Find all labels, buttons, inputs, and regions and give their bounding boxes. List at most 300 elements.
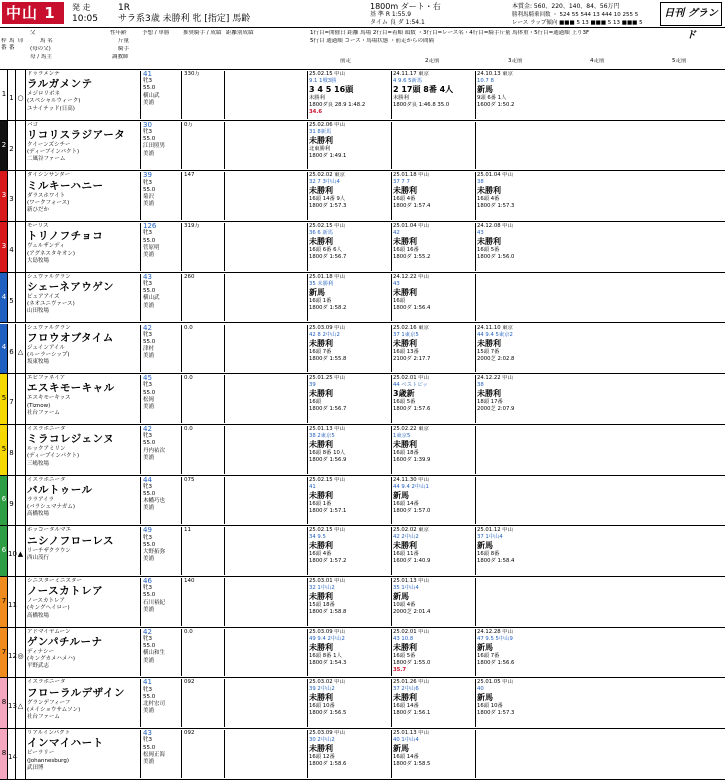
- past-race-cell[interactable]: [475, 172, 558, 220]
- past-race-cell[interactable]: [391, 122, 474, 170]
- col-waku: 枠番: [1, 38, 7, 51]
- past-race-line: 25.01.13 中山: [393, 730, 429, 737]
- waku-cell: [0, 222, 8, 272]
- past-race-line: 16頭 8番 1人: [309, 652, 342, 659]
- odds-block: [140, 172, 180, 220]
- odds-value: 45: [143, 375, 152, 383]
- past-race-line: 未勝利: [309, 389, 333, 399]
- trainer-area: 美浦: [143, 404, 155, 410]
- past-race-cell[interactable]: [307, 71, 390, 119]
- past-race-cell[interactable]: [307, 527, 390, 575]
- father-name: エピファネイア: [27, 375, 66, 382]
- jockey-name: 松岡: [143, 396, 155, 403]
- past-race-line: 34.6: [309, 109, 323, 115]
- jockey-name: 丹内祐次: [143, 447, 166, 454]
- newspaper-logo: 日刊 グランド: [660, 2, 722, 26]
- past-race-cell[interactable]: [475, 122, 558, 170]
- odds-value: 41: [143, 71, 152, 78]
- col-owner: 母 / 馬主: [30, 54, 52, 60]
- odds-value: 42: [143, 425, 152, 433]
- past-race-line: 1800ダ 1:56.1: [393, 710, 431, 717]
- horse-name[interactable]: フローラルデザイン: [27, 686, 125, 699]
- past-race-line: 25.02.02 東京: [309, 172, 345, 179]
- past-race-line: 2000芝 2:02.8: [477, 355, 515, 362]
- waku-number: 7: [1, 647, 7, 656]
- past-race-cell[interactable]: [475, 426, 558, 474]
- past-race-line: 25.03.01 中山: [309, 578, 345, 584]
- prediction-mark: [16, 222, 26, 272]
- hasso-label: 発 走: [72, 3, 91, 12]
- past-race-line: 35 1中山4: [393, 585, 419, 591]
- odds-block: [140, 122, 180, 170]
- past-race-cell[interactable]: [307, 223, 390, 271]
- father-name: シュヴァルグラン: [27, 273, 71, 280]
- track-record-block: [181, 679, 223, 727]
- horse-row[interactable]: [0, 273, 725, 324]
- past-race-line: 24.12.08 中山: [477, 223, 513, 230]
- odds-value: 30: [143, 121, 152, 129]
- past-race-cell[interactable]: [307, 629, 390, 677]
- past-race-cell[interactable]: [391, 223, 474, 271]
- col-prev5: 5走前: [672, 58, 687, 64]
- past-race-line: 未勝利: [477, 338, 501, 348]
- horse-name[interactable]: ミルキーハニー: [27, 179, 104, 192]
- horse-name[interactable]: シェーネアウゲン: [27, 281, 115, 293]
- prize-money: 319万: [184, 223, 200, 230]
- past-race-line: 25.02.06 中山: [309, 121, 345, 128]
- col-jockey: 騎手: [118, 46, 130, 52]
- prediction-mark: [16, 577, 26, 627]
- father-name: モーリス: [27, 223, 49, 230]
- distance-record-block: [224, 527, 306, 575]
- past-race-line: 未勝利: [309, 693, 333, 703]
- carry-weight: 55.0: [143, 693, 156, 700]
- past-race-cell[interactable]: [391, 426, 474, 474]
- horse-row[interactable]: [0, 729, 725, 780]
- odds-value: 46: [143, 578, 152, 585]
- past-race-cell[interactable]: [475, 527, 558, 575]
- carry-weight: 55.0: [143, 592, 156, 599]
- odds-block: [140, 325, 180, 373]
- owner-name: 社台ファーム: [27, 409, 60, 416]
- distance-record-block: [224, 325, 306, 373]
- past-race-line: 16頭 10番: [477, 703, 503, 710]
- past-race-cell[interactable]: [307, 477, 390, 525]
- horse-row[interactable]: [0, 171, 725, 222]
- odds-value: 42: [143, 628, 152, 636]
- past-race-line: 1800ダ 1:58.6: [309, 761, 347, 768]
- past-race-cell[interactable]: [307, 325, 390, 373]
- horse-name[interactable]: ゲンパチルーナ: [27, 635, 103, 648]
- odds-block: [140, 274, 180, 322]
- pedigree-block: [27, 375, 139, 423]
- past-race-line: 25.01.18 中山: [309, 273, 345, 280]
- owner-name: 大島牧場: [27, 257, 50, 264]
- sex-age: 牝3: [143, 686, 152, 693]
- distance-record-block: [224, 172, 306, 220]
- past-race-line: 16頭 14番: [393, 703, 419, 710]
- sex-age: 牝3: [143, 585, 152, 592]
- trainer-area: 美浦: [143, 150, 155, 157]
- horse-name[interactable]: バルトゥール: [27, 483, 93, 496]
- owner-name: 坂東牧場: [27, 359, 50, 366]
- sex-age: 牝3: [143, 433, 152, 440]
- past-race-line: 16頭 4番: [393, 196, 416, 203]
- past-race-line: 16頭 14番 9人: [309, 196, 346, 203]
- carry-weight: 55.0: [143, 85, 156, 92]
- horse-row[interactable]: [0, 324, 725, 375]
- mother-name: ジェインアイル: [27, 344, 65, 351]
- past-race-cell[interactable]: [391, 71, 474, 119]
- waku-cell: [0, 121, 8, 171]
- past-race-cell[interactable]: [475, 223, 558, 271]
- past-race-cell[interactable]: [475, 477, 558, 525]
- prediction-mark: ◎: [16, 628, 26, 678]
- horse-number: 2: [8, 121, 16, 171]
- odds-block: [140, 679, 180, 727]
- waku-number: 6: [1, 546, 7, 555]
- past-race-line: 16頭 6番 6人: [309, 247, 342, 254]
- past-race-cell[interactable]: [391, 375, 474, 423]
- pedigree-block: [27, 426, 139, 474]
- jockey-name: 松岡正海: [143, 751, 166, 758]
- prize-money: 330万: [184, 71, 200, 77]
- past-race-cell[interactable]: [391, 730, 474, 778]
- past-race-line: 未勝利: [309, 592, 333, 601]
- prize-money: 140: [184, 578, 195, 584]
- past-race-cell[interactable]: [391, 527, 474, 575]
- past-race-line: 未勝利: [309, 186, 333, 196]
- odds-value: 43: [143, 273, 152, 281]
- waku-number: 3: [1, 241, 7, 250]
- prize-money: 0万: [184, 121, 193, 128]
- past-race-line: 1800ダ 1:57.4: [393, 203, 431, 210]
- col-prev4: 4走前: [590, 58, 605, 64]
- past-race-line: 新馬: [477, 541, 493, 551]
- father-name: アドマイヤムーン: [27, 628, 71, 635]
- past-race-cell[interactable]: [475, 375, 558, 423]
- horse-number: 11: [8, 577, 16, 627]
- past-race-cell[interactable]: [307, 578, 390, 626]
- horse-row[interactable]: [0, 476, 725, 527]
- mother-name: メジロリボネ: [27, 91, 61, 98]
- track-record-block: [181, 172, 223, 220]
- past-race-cell[interactable]: [391, 578, 474, 626]
- prediction-mark: ○: [16, 70, 26, 120]
- col-notes-1: 1行目=開催日 距離 馬場 2行目=着順 頭数 ・3行目=レース名・4行目=騎手斤量 馬体重・5行目=通過順 上り3F: [310, 30, 590, 36]
- trainer-area: 美浦: [143, 505, 155, 512]
- past-race-cell[interactable]: [475, 679, 558, 727]
- horse-row[interactable]: [0, 121, 725, 172]
- past-race-cell[interactable]: [307, 274, 390, 322]
- col-prev1: 前走: [340, 58, 352, 64]
- past-race-cell[interactable]: [307, 172, 390, 220]
- father-name: シニスターミニスター: [27, 578, 83, 584]
- past-race-line: 37 1東京5: [393, 331, 419, 338]
- odds-block: [140, 477, 180, 525]
- past-race-line: 16頭 1番: [309, 297, 332, 304]
- past-race-line: 未勝利: [477, 389, 501, 399]
- race-number: 1R: [118, 3, 130, 13]
- prize-money: 092: [184, 730, 195, 737]
- past-race-cell[interactable]: [391, 629, 474, 677]
- horse-row[interactable]: [0, 70, 725, 121]
- past-race-cell[interactable]: [307, 375, 390, 423]
- horse-name[interactable]: エスキモーキャル: [27, 382, 115, 395]
- past-race-line: 16頭 16番: [393, 247, 419, 254]
- past-race-line: 32 7 3中山4: [309, 179, 340, 186]
- prize-money: 0.0: [184, 628, 193, 635]
- col-prev3: 3走前: [508, 58, 523, 64]
- horse-row[interactable]: [0, 678, 725, 729]
- odds-value: 39: [143, 172, 152, 180]
- past-race-line: 47 9.5 5中山9: [477, 635, 513, 642]
- past-race-line: 24.12.22 中山: [477, 375, 513, 382]
- col-umaban: 馬番: [9, 38, 15, 51]
- past-race-line: 9頭 6番 1人: [477, 95, 507, 101]
- father-name: イスラボニータ: [27, 425, 66, 432]
- past-race-line: 3歳新: [393, 389, 415, 399]
- prediction-mark: [16, 729, 26, 779]
- track-record-block: [181, 730, 223, 778]
- distance-record-block: [224, 629, 306, 677]
- horse-number: 8: [8, 425, 16, 475]
- col-odds: 予想 / 単勝: [142, 30, 170, 36]
- horse-row[interactable]: [0, 628, 725, 679]
- past-race-line: 16頭: [393, 297, 406, 304]
- pedigree-block: [27, 223, 139, 271]
- past-race-line: 32 1中山2: [309, 585, 335, 591]
- waku-cell: [0, 678, 8, 728]
- past-race-cell[interactable]: [307, 426, 390, 474]
- mother-name: ヴェルザンディ: [27, 243, 65, 250]
- owner-name: 武田博: [27, 764, 44, 771]
- trainer-area: 美浦: [143, 201, 155, 208]
- odds-value: 42: [143, 324, 152, 332]
- past-race-line: 1600ダ 1:40.9: [393, 558, 431, 565]
- past-race-line: 1800ダ 1:57.6: [393, 406, 431, 413]
- past-race-line: 1800ダ 1:54.3: [309, 659, 347, 666]
- past-race-line: 25.01.26 中山: [393, 679, 429, 686]
- past-race-line: 未勝利: [309, 135, 333, 145]
- past-race-cell[interactable]: [475, 274, 558, 322]
- waku-cell: [0, 171, 8, 221]
- past-race-line: 34 9.5: [309, 534, 326, 541]
- carry-weight: 55.0: [143, 136, 156, 143]
- column-header: [0, 28, 725, 70]
- mother-name: ララアイラ: [27, 496, 55, 503]
- past-race-line: 37 7 7: [393, 179, 410, 186]
- carry-weight: 55.0: [143, 338, 156, 345]
- horse-row[interactable]: [0, 425, 725, 476]
- past-race-cell[interactable]: [475, 629, 558, 677]
- sex-age: 牝3: [143, 128, 152, 135]
- sex-age: 牝3: [143, 331, 152, 338]
- past-race-line: 16頭 8番: [477, 551, 500, 558]
- reference-time: タイム 良 ダ 1:54.1: [370, 19, 425, 26]
- waku-number: 7: [1, 596, 7, 605]
- horse-name[interactable]: ミラコレジェンヌ: [27, 433, 115, 446]
- sex-age: 牝3: [143, 78, 152, 85]
- past-race-line: 1800ダ 1:57.3: [309, 203, 347, 210]
- horse-number: 9: [8, 476, 16, 526]
- past-race-line: 1東京5: [393, 432, 411, 439]
- past-race-line: 10頭 4番: [393, 602, 416, 608]
- horse-name[interactable]: ノースカトレア: [27, 585, 104, 598]
- past-race-line: 未勝利: [309, 490, 333, 500]
- sex-age: 牝3: [143, 635, 152, 642]
- past-race-line: 3 4 5 16頭: [309, 85, 354, 94]
- past-race-line: 1800ダ 1:56.7: [309, 254, 347, 261]
- past-race-line: 新馬: [393, 592, 409, 601]
- horse-number: 3: [8, 171, 16, 221]
- past-race-line: 新馬: [309, 287, 325, 297]
- horse-row[interactable]: [0, 222, 725, 273]
- col-mother: (母の父): [30, 46, 51, 52]
- horse-name[interactable]: フロウオブタイム: [27, 331, 114, 344]
- horse-name[interactable]: インマイハート: [27, 737, 104, 750]
- past-race-line: 16頭 5番: [477, 247, 500, 254]
- odds-value: 44: [143, 476, 152, 484]
- past-race-line: 49 9.4 2中山2: [309, 635, 345, 642]
- past-race-line: 1800ダ 1:58.4: [477, 558, 515, 565]
- jockey-name: 菊沢: [143, 194, 155, 200]
- pedigree-block: [27, 730, 139, 778]
- track-record-block: [181, 223, 223, 271]
- track-record-block: [181, 477, 223, 525]
- past-race-cell[interactable]: [307, 679, 390, 727]
- past-race-cell[interactable]: [475, 325, 558, 373]
- horse-name[interactable]: リコリスラジアータ: [27, 128, 126, 141]
- prediction-mark: [16, 171, 26, 221]
- horse-name[interactable]: トリノフチョコ: [27, 230, 104, 243]
- past-race-line: 16頭 7番: [477, 652, 500, 659]
- past-race-line: 未勝利: [393, 186, 417, 196]
- track-record-block: [181, 426, 223, 474]
- waku-cell: [0, 526, 8, 576]
- distance-record-block: [224, 477, 306, 525]
- past-race-cell[interactable]: [391, 274, 474, 322]
- odds-block: [140, 375, 180, 423]
- prediction-mark: [16, 374, 26, 424]
- past-race-cell[interactable]: [475, 71, 558, 119]
- past-race-line: 40: [477, 686, 484, 693]
- past-race-cell[interactable]: [307, 730, 390, 778]
- past-race-line: 未勝利: [309, 237, 333, 247]
- waku-number: 5: [1, 394, 7, 403]
- carry-weight: 55.0: [143, 643, 156, 650]
- mother-name: エスキモーキッス: [27, 395, 71, 402]
- track-record-block: [181, 122, 223, 170]
- past-race-cell[interactable]: [391, 679, 474, 727]
- trainer-area: 美浦: [143, 657, 155, 664]
- prize-money: 147: [184, 172, 195, 179]
- distance-record-block: [224, 71, 306, 119]
- past-race-line: 25.02.01 中山: [393, 628, 429, 635]
- past-race-line: 24.12.22 中山: [393, 273, 429, 280]
- past-race-line: 25.01.12 中山: [477, 527, 513, 534]
- past-race-line: 30 2中山2: [309, 737, 335, 744]
- start-time: 10:05: [72, 14, 98, 24]
- horse-number: 5: [8, 273, 16, 323]
- past-race-line: 1800ダ良 28.9 1:48.2: [309, 102, 366, 108]
- horse-number: 1: [8, 70, 16, 120]
- past-race-line: 新馬: [477, 85, 493, 94]
- past-race-cell[interactable]: [391, 477, 474, 525]
- horse-row[interactable]: [0, 577, 725, 628]
- horse-name[interactable]: ニシノフローレス: [27, 534, 115, 547]
- waku-number: 8: [1, 698, 7, 707]
- past-race-cell[interactable]: [391, 325, 474, 373]
- waku-cell: [0, 324, 8, 374]
- past-race-line: 25.01.04 中山: [477, 172, 513, 179]
- past-race-cell[interactable]: [307, 122, 390, 170]
- jockey-stats: 勝利馬騎乗回数 ・ 524 55 544 13 444 10 255 5: [512, 12, 639, 18]
- prize-money: 0.0: [184, 324, 193, 331]
- course-info: 1800m ダート・右: [370, 2, 441, 11]
- grandsire-name: (メイショウサムソン): [27, 706, 81, 713]
- past-race-line: 31 8新馬: [309, 128, 332, 135]
- distance-record-block: [224, 730, 306, 778]
- horse-name[interactable]: ラルガメンテ: [27, 78, 93, 91]
- past-race-line: 24.10.13 東京: [477, 71, 513, 77]
- sex-age: 牝3: [143, 230, 152, 237]
- past-race-line: 35.7: [393, 666, 407, 673]
- odds-block: [140, 730, 180, 778]
- trainer-area: 美浦: [143, 353, 155, 360]
- past-race-line: 25.01.05 中山: [477, 679, 513, 686]
- pedigree-block: [27, 527, 139, 575]
- venue-badge: 中山 1: [2, 2, 64, 24]
- past-race-line: 24.11.10 東京: [477, 324, 513, 331]
- col-mark: 印: [18, 38, 24, 44]
- pedigree-block: [27, 477, 139, 525]
- waku-cell: [0, 374, 8, 424]
- horse-row[interactable]: [0, 374, 725, 425]
- past-race-line: 10.7 8: [477, 78, 494, 84]
- past-race-cell[interactable]: [391, 172, 474, 220]
- past-race-line: 16頭 4番: [309, 551, 332, 558]
- mother-name: ダラスホワイト: [27, 192, 66, 199]
- past-race-line: 25.03.09 中山: [309, 730, 345, 737]
- sex-age: 牝3: [143, 534, 152, 541]
- grandsire-name: (Johannesburg): [27, 757, 69, 764]
- past-race-cell[interactable]: [475, 730, 558, 778]
- mother-name: ノースカトレア: [27, 598, 66, 605]
- mother-name: ルックアミリン: [27, 446, 66, 453]
- horse-row[interactable]: [0, 526, 725, 577]
- prediction-mark: △: [16, 324, 26, 374]
- past-race-line: 1800ダ 1:57.3: [477, 203, 515, 210]
- past-race-line: 2000芝 2:07.9: [477, 406, 515, 413]
- past-race-line: 43: [393, 280, 400, 287]
- mother-name: ピュアアイズ: [27, 294, 60, 300]
- past-race-line: 未勝利: [309, 95, 325, 101]
- past-race-line: 15頭 18番: [309, 602, 335, 608]
- prize-money: 11: [184, 527, 191, 534]
- past-race-line: 43: [477, 230, 484, 237]
- past-race-line: 未勝利: [393, 439, 417, 449]
- col-sex-age: 性年齢: [110, 30, 127, 36]
- track-record-block: [181, 375, 223, 423]
- jockey-name: 菅原明: [143, 244, 160, 251]
- owner-name: 新ひだか: [27, 207, 50, 213]
- grandsire-name: (Tiznow): [27, 402, 51, 409]
- past-race-line: 2 17頭 8番 4人: [393, 85, 454, 94]
- past-race-line: 35 未勝利: [309, 280, 334, 287]
- past-race-cell[interactable]: [475, 578, 558, 626]
- sex-age: 牝3: [143, 737, 152, 744]
